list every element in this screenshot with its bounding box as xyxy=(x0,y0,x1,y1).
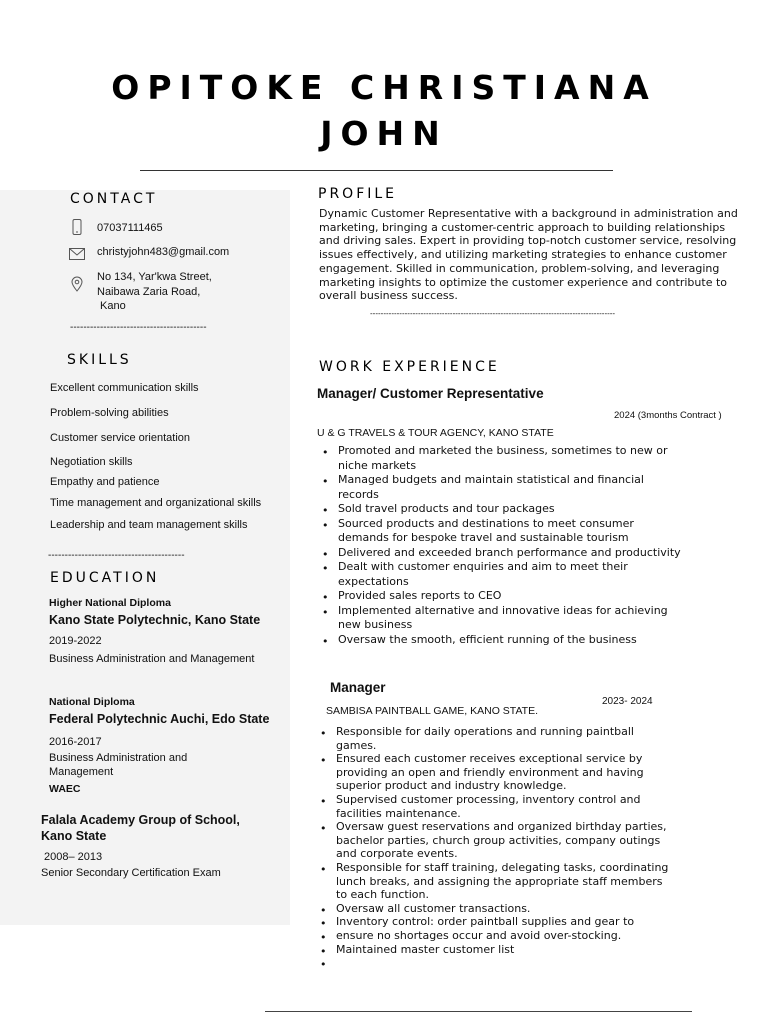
education-waec: WAEC xyxy=(49,783,81,795)
address-line-3: Kano xyxy=(100,300,126,312)
contact-phone: 07037111465 xyxy=(97,222,163,234)
education-level: National Diploma xyxy=(49,696,135,708)
skill-item: Excellent communication skills xyxy=(50,382,199,394)
skill-item: Leadership and team management skills xyxy=(50,519,248,531)
address-line-2: Naibawa Zaria Road, xyxy=(97,286,201,298)
work-experience-title: WORK EXPERIENCE xyxy=(319,359,500,375)
header-divider xyxy=(140,170,613,171)
list-item: • Supervised customer processing, inventory control and facilities maintenance. xyxy=(316,793,736,820)
list-item: • Provided sales reports to CEO xyxy=(318,589,738,604)
list-item: • Ensured each customer receives exceptional service by providing an open and friendly environment and having superior product and industry knowledge. xyxy=(316,752,736,793)
profile-line: engagement. Skilled in communication, problem-solving, and leveraging xyxy=(319,261,720,275)
profile-title: PROFILE xyxy=(318,186,398,202)
education-school: Federal Polytechnic Auchi, Edo State xyxy=(49,712,270,726)
list-item: • Implemented alternative and innovative ideas for achieving new business xyxy=(318,604,738,633)
skill-item: Problem-solving abilities xyxy=(50,407,169,419)
education-title: EDUCATION xyxy=(50,570,160,586)
profile-text xyxy=(319,207,759,303)
contact-divider: ----------------------------------------- xyxy=(70,322,207,333)
list-item: • Oversaw all customer transactions. xyxy=(316,902,736,916)
education-level: Higher National Diploma xyxy=(49,597,171,609)
skill-item: Negotiation skills xyxy=(50,456,133,468)
phone-icon xyxy=(72,219,82,235)
name-line-1: OPITOKE CHRISTIANA xyxy=(111,68,657,107)
education-school: Kano State Polytechnic, Kano State xyxy=(49,613,261,627)
list-item: • Maintained master customer list xyxy=(316,943,736,957)
job-2-bullets xyxy=(316,725,736,970)
list-item: • Oversaw the smooth, efficient running of the business xyxy=(318,633,738,648)
list-item: • Oversaw guest reservations and organized birthday parties, bachelor parties, church group activities, company outings and corporate events. xyxy=(316,820,736,861)
list-item: • Sold travel products and tour packages xyxy=(318,502,738,517)
list-item: • Inventory control: order paintball supplies and gear to xyxy=(316,915,736,929)
list-item: • Delivered and exceeded branch performance and productivity xyxy=(318,546,738,561)
profile-line: Dynamic Customer Representative with a background in administration and xyxy=(319,207,738,220)
skills-title: SKILLS xyxy=(67,352,132,368)
profile-line: and driving sales. Expert in providing top-notch customer service, resolving xyxy=(319,234,737,248)
education-school-3-line-1: Falala Academy Group of School, xyxy=(41,813,240,827)
profile-line: marketing, bringing a customer-centric approach to building relationships xyxy=(319,220,726,234)
skill-item: Empathy and patience xyxy=(50,476,160,488)
education-course-line-1: Business Administration and xyxy=(49,752,188,764)
list-item: • Responsible for daily operations and running paintball games. xyxy=(316,725,736,752)
name-line-2: JOHN xyxy=(320,114,448,153)
job-date: 2024 (3months Contract ) xyxy=(614,410,722,421)
education-school-3-line-2: Kano State xyxy=(41,829,107,843)
profile-line: issues effectively, and utilizing marketing strategies to enhance customer xyxy=(319,248,727,262)
job-date: 2023- 2024 xyxy=(602,696,653,707)
job-title: Manager/ Customer Representative xyxy=(317,386,544,401)
list-item xyxy=(316,956,736,970)
contact-email: christyjohn483@gmail.com xyxy=(97,246,230,258)
skill-item: Customer service orientation xyxy=(50,432,191,444)
profile-divider: -------------------------------------------------------------------------------------------- xyxy=(370,309,616,318)
list-item: • ensure no shortages occur and avoid over-stocking. xyxy=(316,929,736,943)
address-line-1: No 134, Yar'kwa Street, xyxy=(97,271,212,283)
list-item: • Dealt with customer enquiries and aim to meet their expectations xyxy=(318,560,738,589)
email-icon xyxy=(69,248,85,260)
profile-line: marketing insights to optimize the customer experience and contribute to xyxy=(319,275,727,289)
job-1-bullets xyxy=(318,444,738,647)
profile-line: overall business success. xyxy=(319,289,458,303)
skills-divider: ----------------------------------------- xyxy=(48,550,185,561)
location-pin-icon xyxy=(71,276,83,292)
education-school-3-course: Senior Secondary Certification Exam xyxy=(41,867,221,879)
list-item: • Managed budgets and maintain statistical and financial records xyxy=(318,473,738,502)
list-item: • Sourced products and destinations to meet consumer demands for bespoke travel and sustainable tourism xyxy=(318,517,738,546)
contact-title: CONTACT xyxy=(70,191,158,207)
education-years: 2019-2022 xyxy=(49,635,102,647)
job-company: U & G TRAVELS & TOUR AGENCY, KANO STATE xyxy=(317,427,554,439)
list-item: • Responsible for staff training, delegating tasks, coordinating lunch breaks, and assigning the appropriate staff members to each function. xyxy=(316,861,736,902)
education-school-3-years: 2008– 2013 xyxy=(44,851,103,863)
education-course-line-2: Management xyxy=(49,766,114,778)
job-company: SAMBISA PAINTBALL GAME, KANO STATE. xyxy=(326,705,538,717)
list-item: • Promoted and marketed the business, sometimes to new or niche markets xyxy=(318,444,738,473)
skill-item: Time management and organizational skills xyxy=(50,497,262,509)
job-title: Manager xyxy=(330,680,386,695)
education-course: Business Administration and Management xyxy=(49,653,255,665)
footer-divider xyxy=(265,1011,692,1012)
education-years: 2016-2017 xyxy=(49,736,102,748)
